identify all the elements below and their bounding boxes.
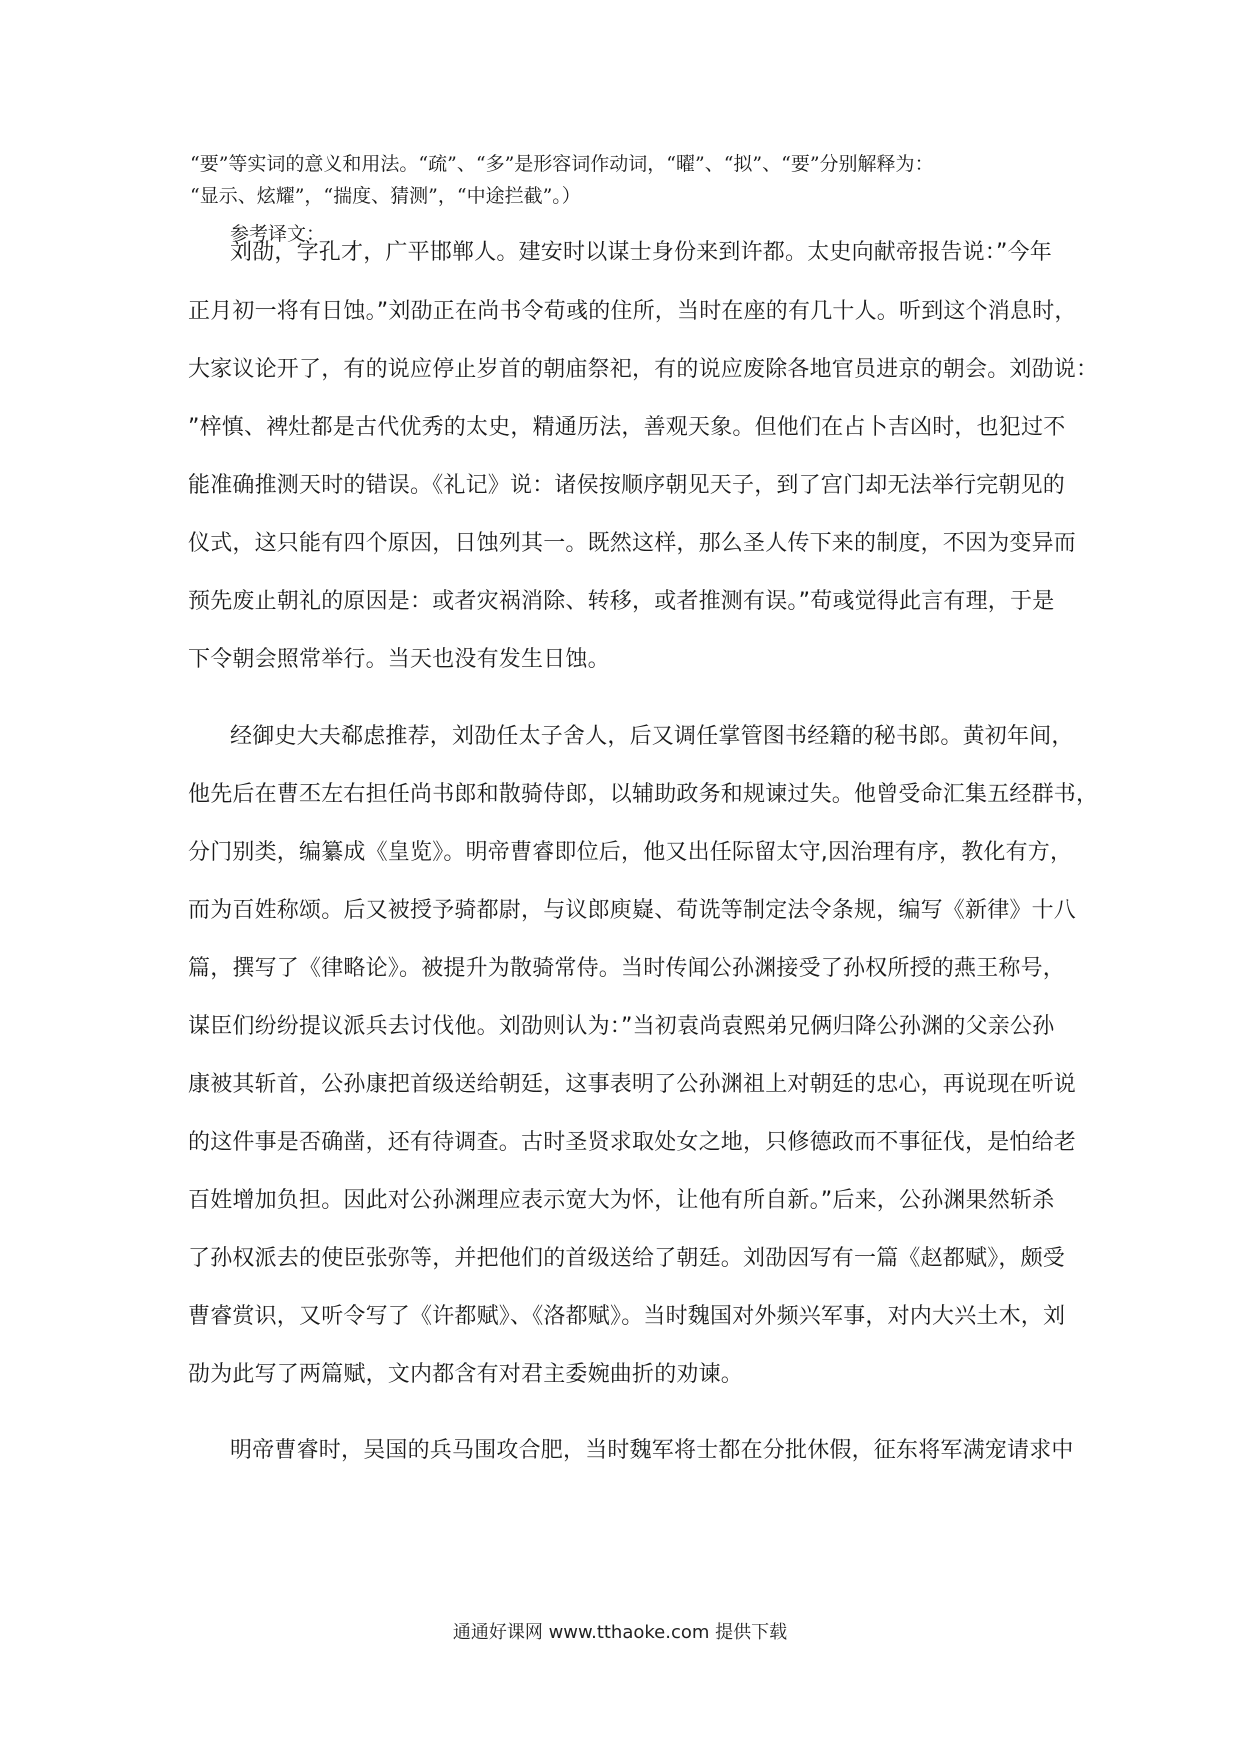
paragraph-2-line: 的这件事是否确凿，还有待调查。古时圣贤求取处女之地，只修德政而不事征伐，是怕给老 xyxy=(188,1130,1077,1155)
paragraph-2-line: 百姓增加负担。因此对公孙渊理应表示宽大为怀，让他有所自新。”后来，公孙渊果然斩杀 xyxy=(188,1188,1055,1213)
annotation-line-2: “显示、炫耀”，“揣度、猜测”，“中途拦截”。） xyxy=(190,185,581,207)
paragraph-2-line: 康被其斩首，公孙康把首级送给朝廷，这事表明了公孙渊祖上对朝廷的忠心，再说现在听说 xyxy=(188,1072,1077,1097)
paragraph-1-line: 刘劭，字孔才，广平邯郸人。建安时以谋士身份来到许都。太史向献帝报告说：”今年 xyxy=(230,240,1053,265)
paragraph-1-line: 能准确推测天时的错误。《礼记》说：诸侯按顺序朝见天子，到了宫门却无法举行完朝见的 xyxy=(188,473,1066,498)
paragraph-1-line: 预先废止朝礼的原因是：或者灾祸消除、转移，或者推测有误。”荀彧觉得此言有理，于是 xyxy=(188,589,1055,614)
reference-translation-heading: 参考译文： xyxy=(230,223,326,245)
paragraph-2-line: 经御史大夫郗虑推荐，刘劭任太子舍人，后又调任掌管图书经籍的秘书郎。黄初年间， xyxy=(230,724,1074,749)
paragraph-1-line: 正月初一将有日蚀。”刘劭正在尚书令荀彧的住所，当时在座的有几十人。听到这个消息时， xyxy=(188,299,1077,324)
paragraph-2-line: 而为百姓称颂。后又被授予骑都尉，与议郎庾嶷、荀诜等制定法令条规，编写《新律》十八 xyxy=(188,898,1077,923)
paragraph-2-line: 分门别类，编纂成《皇览》。明帝曹睿即位后，他又出任际留太守,因治理有序，教化有方， xyxy=(188,840,1073,865)
paragraph-2-line: 曹睿赏识，又听令写了《许都赋》、《洛都赋》。当时魏国对外频兴军事，对内大兴土木，刘 xyxy=(188,1304,1066,1329)
annotation-line-1: “要”等实词的意义和用法。“疏”、“多”是形容词作动词，“曜”、“拟”、“要”分别解释为： xyxy=(190,153,934,175)
paragraph-2-line: 了孙权派去的使臣张弥等，并把他们的首级送给了朝廷。刘劭因写有一篇《赵都赋》，颇受 xyxy=(188,1246,1066,1271)
paragraph-1-line: 下令朝会照常举行。当天也没有发生日蚀。 xyxy=(188,647,610,672)
paragraph-3-line: 明帝曹睿时，吴国的兵马围攻合肥，当时魏军将士都在分批休假，征东将军满宠请求中 xyxy=(230,1438,1074,1463)
paragraph-2-line: 谋臣们纷纷提议派兵去讨伐他。刘劭则认为：”当初袁尚袁熙弟兄俩归降公孙渊的父亲公孙 xyxy=(188,1014,1055,1039)
paragraph-2-line: 劭为此写了两篇赋，文内都含有对君主委婉曲折的劝谏。 xyxy=(188,1362,744,1387)
paragraph-2-line: 他先后在曹丕左右担任尚书郎和散骑侍郎，以辅助政务和规谏过失。他曾受命汇集五经群书， xyxy=(188,782,1099,807)
paragraph-1-line: 仪式，这只能有四个原因，日蚀列其一。既然这样，那么圣人传下来的制度，不因为变异而 xyxy=(188,531,1077,556)
page-footer: 通通好课网 www.tthaoke.com 提供下载 xyxy=(452,1622,788,1643)
paragraph-1-line: ”梓慎、裨灶都是古代优秀的太史，精通历法，善观天象。但他们在占卜吉凶时，也犯过不 xyxy=(188,415,1066,440)
paragraph-2-line: 篇，撰写了《律略论》。被提升为散骑常侍。当时传闻公孙渊接受了孙权所授的燕王称号， xyxy=(188,956,1066,981)
paragraph-1-line: 大家议论开了，有的说应停止岁首的朝庙祭祀，有的说应废除各地官员进京的朝会。刘劭说： xyxy=(188,357,1099,382)
